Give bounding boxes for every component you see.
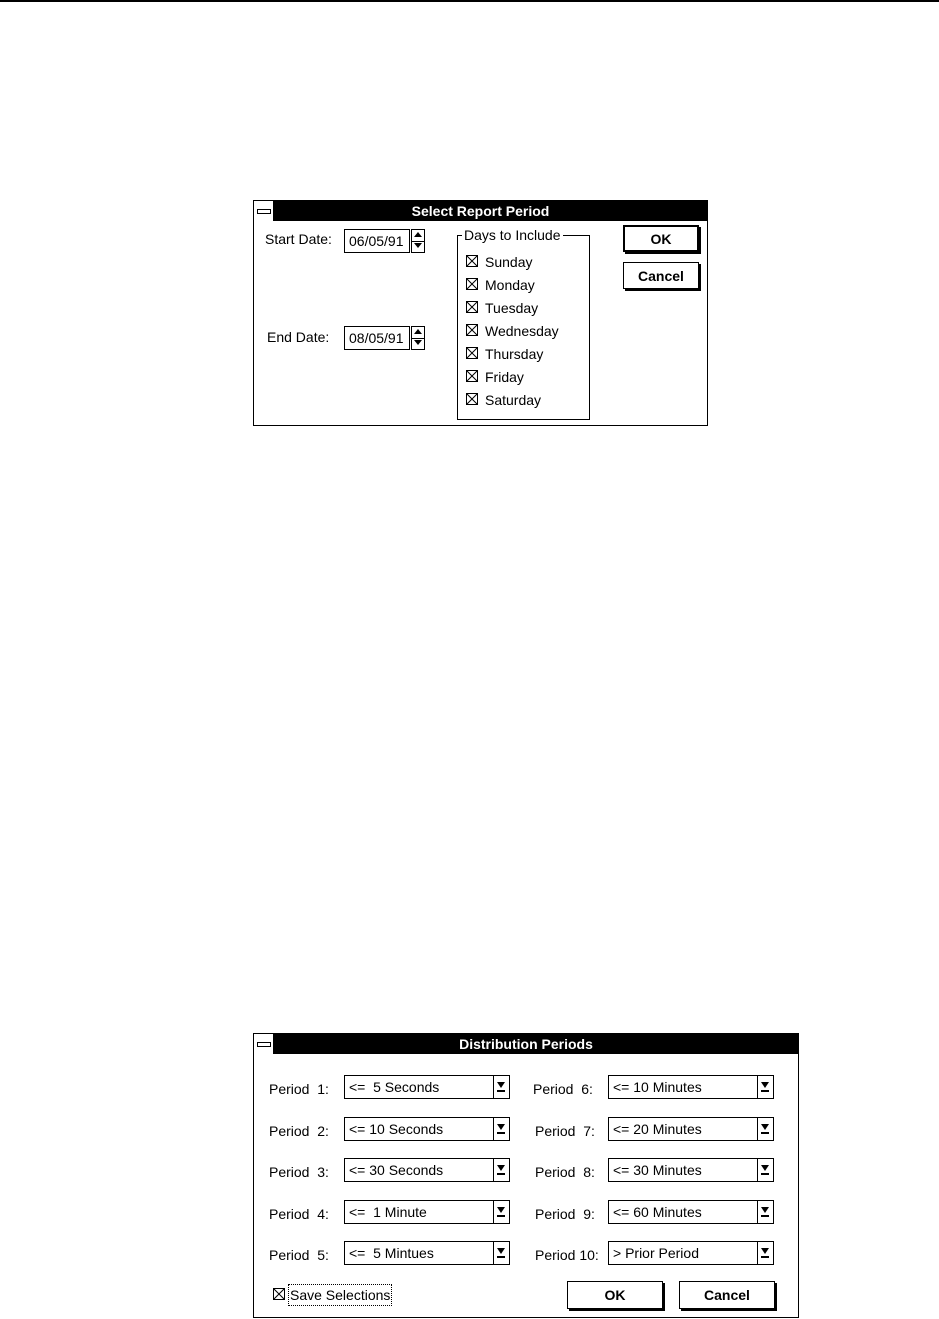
cancel-button[interactable]: Cancel	[623, 262, 699, 289]
page-top-rule	[0, 0, 939, 2]
dropdown-arrow-icon[interactable]	[493, 1201, 509, 1223]
period-10-label: Period 10:	[535, 1247, 599, 1263]
period-3-label: Period 3:	[269, 1164, 329, 1180]
period-2-dropdown[interactable]	[344, 1117, 510, 1141]
day-label: Friday	[485, 369, 524, 385]
day-checkbox-wednesday[interactable]	[466, 322, 581, 340]
period-6-dropdown[interactable]	[608, 1075, 774, 1099]
end-date-label: End Date:	[267, 329, 330, 345]
day-checkbox-saturday[interactable]	[466, 391, 581, 409]
dropdown-arrow-icon[interactable]	[757, 1118, 773, 1140]
distribution-periods-dialog	[253, 1033, 799, 1318]
cancel-button[interactable]: Cancel	[679, 1281, 775, 1309]
period-9-value: <= 60 Minutes	[613, 1203, 702, 1220]
day-label: Saturday	[485, 392, 542, 408]
start-date-spinner[interactable]	[411, 229, 425, 253]
period-2-label: Period 2:	[269, 1122, 329, 1139]
period-8-dropdown[interactable]	[608, 1158, 774, 1182]
period-9-label: Period 9:	[535, 1205, 595, 1222]
spin-down-icon[interactable]	[412, 241, 424, 252]
save-selections-checkbox[interactable]	[273, 1286, 413, 1304]
checkbox-checked-icon[interactable]	[466, 255, 478, 267]
dropdown-arrow-icon[interactable]	[757, 1242, 773, 1264]
dropdown-arrow-icon[interactable]	[757, 1201, 773, 1223]
day-label: Tuesday	[485, 300, 539, 316]
period-4-value: <= 1 Minute	[349, 1203, 427, 1220]
period-10-dropdown[interactable]	[608, 1241, 774, 1265]
period-10-value: > Prior Period	[613, 1245, 699, 1261]
start-date-label: Start Date:	[265, 231, 332, 247]
day-label: Sunday	[485, 254, 533, 270]
day-checkbox-tuesday[interactable]	[466, 299, 581, 317]
start-date-field[interactable]: 06/05/91	[344, 229, 410, 253]
day-checkbox-thursday[interactable]	[466, 345, 581, 363]
days-to-include-title: Days to Include	[464, 227, 561, 243]
day-checkbox-friday[interactable]	[466, 368, 581, 386]
period-3-dropdown[interactable]	[344, 1158, 510, 1182]
dropdown-arrow-icon[interactable]	[493, 1118, 509, 1140]
period-1-label: Period 1:	[269, 1081, 329, 1097]
select-report-period-dialog	[253, 200, 708, 426]
checkbox-checked-icon[interactable]	[466, 301, 478, 313]
period-8-value: <= 30 Minutes	[613, 1162, 702, 1178]
period-5-label: Period 5:	[269, 1247, 329, 1263]
dropdown-arrow-icon[interactable]	[493, 1076, 509, 1098]
period-7-value: <= 20 Minutes	[613, 1120, 702, 1137]
period-1-dropdown[interactable]	[344, 1075, 510, 1099]
checkbox-checked-icon[interactable]	[466, 370, 478, 382]
dropdown-arrow-icon[interactable]	[757, 1159, 773, 1181]
spin-down-icon[interactable]	[412, 338, 424, 349]
day-checkbox-monday[interactable]	[466, 276, 581, 294]
checkbox-checked-icon[interactable]	[466, 347, 478, 359]
system-menu-icon[interactable]	[254, 201, 274, 221]
period-2-value: <= 10 Seconds	[349, 1120, 444, 1137]
period-8-label: Period 8:	[535, 1164, 595, 1180]
period-4-label: Period 4:	[269, 1205, 329, 1222]
checkbox-checked-icon[interactable]	[466, 393, 478, 405]
dropdown-arrow-icon[interactable]	[493, 1159, 509, 1181]
ok-button[interactable]: OK	[567, 1281, 663, 1309]
dialog-title: Select Report Period	[254, 201, 707, 221]
checkbox-checked-icon[interactable]	[466, 278, 478, 290]
period-9-dropdown[interactable]	[608, 1200, 774, 1224]
day-label: Thursday	[485, 346, 544, 362]
dialog-title: Distribution Periods	[254, 1034, 798, 1054]
day-label: Wednesday	[485, 323, 559, 339]
period-3-value: <= 30 Seconds	[349, 1162, 444, 1178]
period-5-dropdown[interactable]	[344, 1241, 510, 1265]
end-date-spinner[interactable]	[411, 326, 425, 350]
period-7-label: Period 7:	[535, 1122, 595, 1139]
period-6-label: Period 6:	[533, 1081, 593, 1097]
day-label: Monday	[485, 277, 535, 293]
dropdown-arrow-icon[interactable]	[493, 1242, 509, 1264]
checkbox-checked-icon[interactable]	[273, 1288, 285, 1300]
system-menu-icon[interactable]	[254, 1034, 274, 1054]
period-7-dropdown[interactable]	[608, 1117, 774, 1141]
save-selections-label: Save Selections	[290, 1287, 391, 1303]
checkbox-checked-icon[interactable]	[466, 324, 478, 336]
dropdown-arrow-icon[interactable]	[757, 1076, 773, 1098]
period-5-value: <= 5 Mintues	[349, 1245, 434, 1261]
period-4-dropdown[interactable]	[344, 1200, 510, 1224]
ok-button[interactable]: OK	[623, 225, 699, 252]
day-checkbox-sunday[interactable]	[466, 253, 581, 271]
period-1-value: <= 5 Seconds	[349, 1079, 440, 1095]
period-6-value: <= 10 Minutes	[613, 1079, 702, 1095]
end-date-field[interactable]: 08/05/91	[344, 326, 410, 350]
